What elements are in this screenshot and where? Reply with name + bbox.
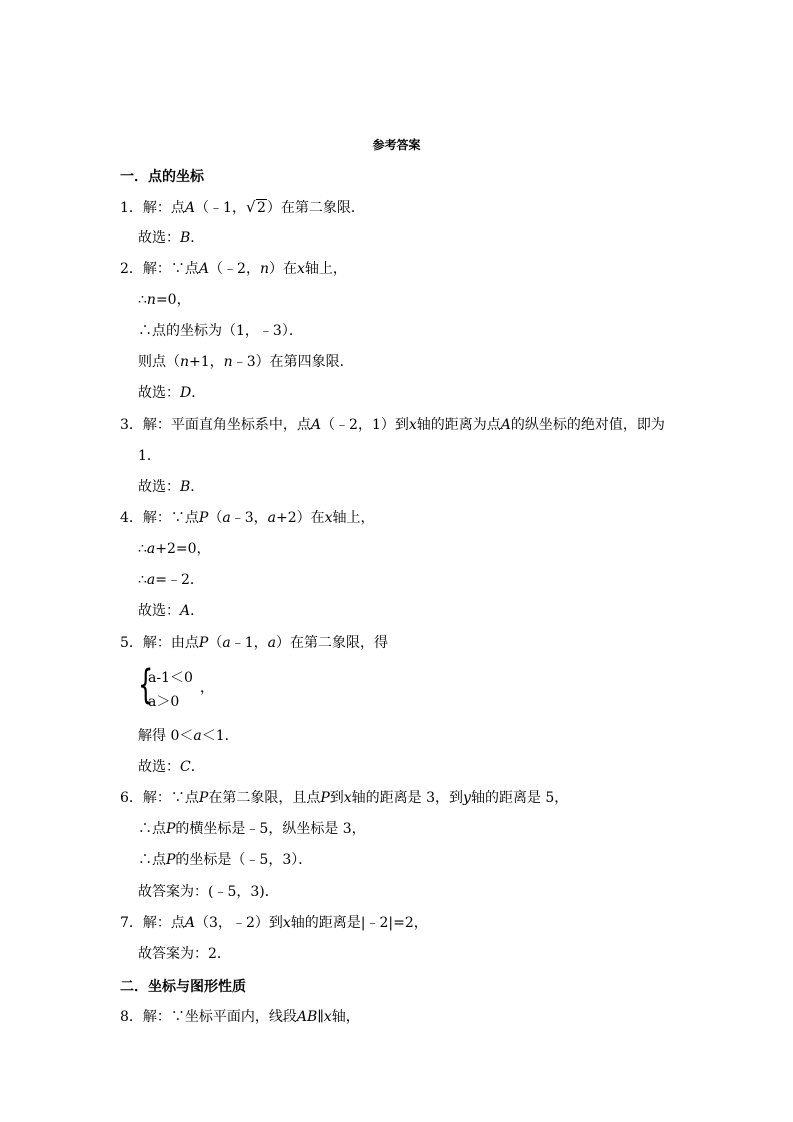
section-heading-2: 二．坐标与图形性质	[120, 979, 246, 995]
q4-line-1: 4．解：∵点P（a﹣3，a+2）在x轴上，	[120, 510, 375, 526]
left-brace-symbol: {	[138, 662, 154, 708]
system-comma: ，	[200, 680, 214, 696]
q2-answer: 故选：D．	[138, 385, 206, 401]
q5-line-1: 5．解：由点P（a﹣1，a）在第二象限，得	[120, 635, 388, 651]
q6-line-1: 6．解：∵点P在第二象限，且点P到x轴的距离是 3，到y轴的距离是 5，	[120, 790, 569, 806]
q2-line-3: ∴点的坐标为（1，﹣3）．	[138, 323, 303, 339]
q3-line-1: 3．解：平面直角坐标系中，点A（﹣2，1）到x轴的距离为点A的纵坐标的绝对值，即为	[120, 417, 665, 433]
q8-line-1: 8．解：∵坐标平面内，线段AB∥x轴，	[120, 1009, 360, 1025]
sqrt-symbol: √ 2	[245, 198, 266, 216]
inequality-1: a-1＜0	[148, 670, 193, 686]
q4-answer: 故选：A．	[138, 603, 205, 619]
q2-line-2: ∴n=0，	[138, 292, 191, 308]
q1-line-1: 1．解：点A（﹣1， √ 2）在第二象限．	[120, 198, 365, 216]
q4-line-3: ∴a=﹣2．	[138, 572, 204, 588]
q5-line-3: 解得 0＜a＜1．	[138, 728, 239, 744]
q6-line-2: ∴点P的横坐标是﹣5，纵坐标是 3，	[138, 821, 366, 837]
q6-answer: 故答案为：(﹣5，3)．	[138, 884, 279, 900]
q5-answer: 故选：C．	[138, 759, 205, 775]
q2-line-4: 则点（n+1，n﹣3）在第四象限．	[138, 354, 354, 370]
q2-line-1: 2．解：∵点A（﹣2，n）在x轴上，	[120, 261, 347, 277]
q3-line-2: 1．	[138, 448, 161, 464]
section-heading-1: 一．点的坐标	[120, 169, 204, 185]
q3-answer: 故选：B．	[138, 479, 205, 495]
inequality-2: a＞0	[148, 694, 180, 710]
page-title: 参考答案	[372, 138, 421, 152]
q1-answer: 故选：B．	[138, 230, 205, 246]
q6-line-3: ∴点P的坐标是（﹣5，3）．	[138, 852, 313, 868]
q7-answer: 故答案为：2．	[138, 946, 231, 962]
q4-line-2: ∴a+2=0，	[138, 541, 211, 557]
q7-line-1: 7．解：点A（3，﹣2）到x轴的距离是|﹣2|=2，	[120, 915, 428, 931]
